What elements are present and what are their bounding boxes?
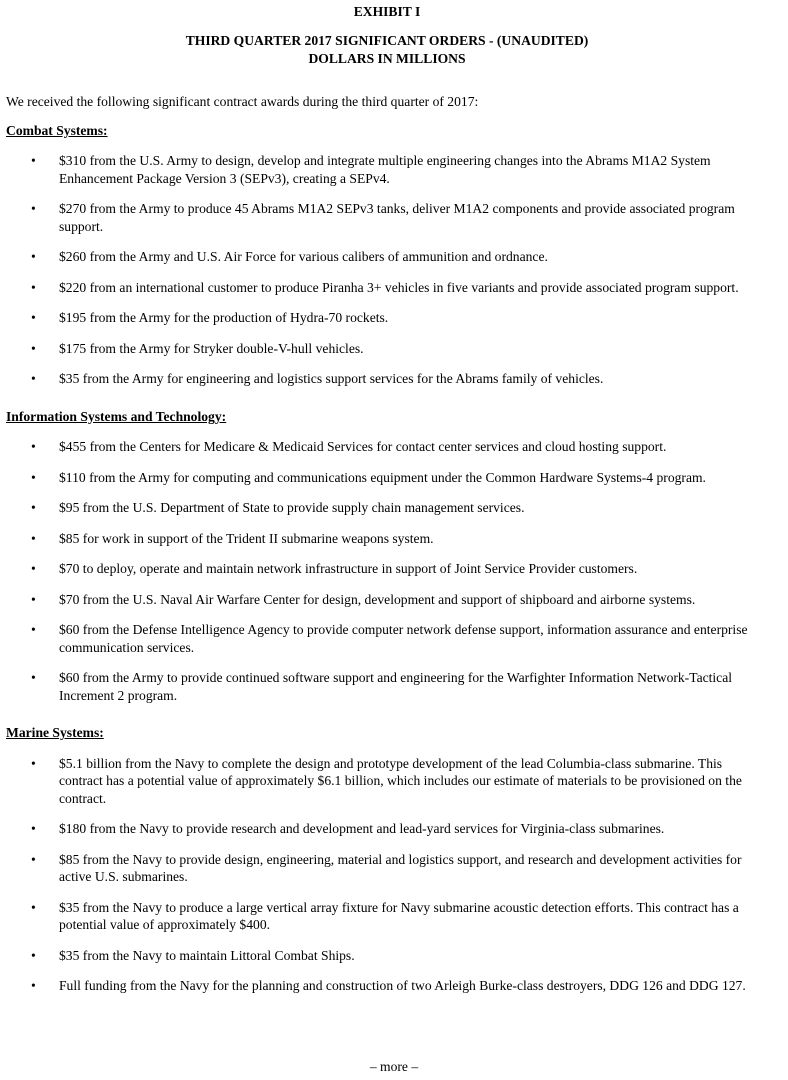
list-item — [6, 248, 768, 266]
section-combat-systems — [6, 122, 768, 388]
list-item — [6, 591, 768, 609]
bullet-icon: • — [31, 201, 36, 216]
bullet-icon: • — [31, 153, 36, 168]
list-item — [6, 200, 768, 235]
list-item-text: $220 from an international customer to produce Piranha 3+ vehicles in five variants and provide associated program support. — [59, 279, 739, 295]
order-list — [6, 755, 768, 995]
section-heading: Marine Systems: — [6, 725, 104, 740]
list-item — [6, 279, 768, 297]
document-subtitle: DOLLARS IN MILLIONS — [308, 50, 466, 66]
bullet-icon: • — [31, 670, 36, 685]
section-marine-systems — [6, 724, 768, 995]
list-item — [6, 370, 768, 388]
list-item — [6, 755, 768, 808]
list-item-text: $60 from the Defense Intelligence Agency to provide computer network defense support, information assurance and enterprise communication services. — [59, 622, 748, 655]
list-item-text: $260 from the Army and U.S. Air Force for various calibers of ammunition and ordnance. — [59, 249, 548, 264]
list-item-text: $270 from the Army to produce 45 Abrams M1A2 SEPv3 tanks, deliver M1A2 components and provide associated program support. — [59, 201, 735, 234]
list-item-text: $85 from the Navy to provide design, engineering, material and logistics support, and research and development activities for active U.S. submarines. — [59, 851, 742, 884]
intro-paragraph: We received the following significant contract awards during the third quarter of 2017: — [6, 94, 479, 109]
list-item-text: $70 from the U.S. Naval Air Warfare Center for design, development and support of shipboard and airborne systems. — [59, 591, 696, 607]
list-item — [6, 309, 768, 327]
bullet-icon: • — [31, 371, 36, 386]
list-item — [6, 560, 768, 578]
bullet-icon: • — [31, 978, 36, 993]
bullet-icon: • — [31, 622, 36, 637]
list-item — [6, 530, 768, 548]
section-heading: Information Systems and Technology: — [6, 408, 227, 424]
bullet-icon: • — [31, 591, 36, 607]
exhibit-label: EXHIBIT I — [353, 4, 421, 19]
bullet-icon: • — [31, 851, 36, 867]
list-item-text: $35 from the Navy to maintain Littoral Combat Ships. — [59, 947, 355, 963]
bullet-icon: • — [31, 821, 36, 836]
bullet-icon: • — [31, 310, 36, 325]
list-item — [6, 947, 768, 965]
bullet-icon: • — [31, 500, 36, 515]
bullet-icon: • — [31, 249, 36, 264]
list-item-text: $310 from the U.S. Army to design, develop and integrate multiple engineering changes into the Abrams M1A2 System Enhancement Package Version 3 (SEPv3), creating a SEPv4. — [59, 153, 711, 186]
page-footer: – more – — [369, 1059, 419, 1074]
list-item-text: $180 from the Navy to provide research and development and lead-yard services for Virginia-class submarines. — [59, 821, 665, 836]
bullet-icon: • — [31, 340, 36, 356]
list-item — [6, 851, 768, 886]
list-item — [6, 977, 768, 995]
order-list — [6, 152, 768, 388]
section-information-systems-and-technology — [6, 408, 768, 705]
list-item-text: $175 from the Army for Stryker double-V-hull vehicles. — [59, 340, 364, 356]
bullet-icon: • — [31, 469, 36, 485]
list-item-text: $455 from the Centers for Medicare & Medicaid Services for contact center services and cloud hosting support. — [59, 439, 667, 454]
bullet-icon: • — [31, 947, 36, 963]
list-item-text: $110 from the Army for computing and communications equipment under the Common Hardware Systems-4 program. — [59, 469, 706, 485]
list-item-text: $35 from the Army for engineering and logistics support services for the Abrams family of vehicles. — [59, 371, 604, 386]
list-item — [6, 469, 768, 487]
bullet-icon: • — [31, 755, 36, 771]
list-item-text: $5.1 billion from the Navy to complete the design and prototype development of the lead Columbia-class submarine. This contract has a potential value of approximately $6.1 billion, which includes our estimate of materials to be provisioned on the contract. — [59, 755, 742, 806]
list-item — [6, 621, 768, 656]
list-item — [6, 669, 768, 704]
list-item-text: $70 to deploy, operate and maintain network infrastructure in support of Joint Service Provider customers. — [59, 561, 638, 576]
list-item-text: Full funding from the Navy for the planning and construction of two Arleigh Burke-class destroyers, DDG 126 and DDG 127. — [59, 978, 746, 993]
order-list — [6, 438, 768, 704]
sections-container — [6, 122, 768, 995]
list-item — [6, 438, 768, 456]
bullet-icon: • — [31, 439, 36, 454]
list-item-text: $195 from the Army for the production of Hydra-70 rockets. — [59, 310, 389, 325]
list-item-text: $60 from the Army to provide continued software support and engineering for the Warfighter Information Network-Tactical Increment 2 program. — [59, 670, 733, 703]
list-item-text: $85 for work in support of the Trident II submarine weapons system. — [59, 530, 434, 546]
bullet-icon: • — [31, 561, 36, 576]
section-heading: Combat Systems: — [6, 122, 108, 138]
list-item — [6, 899, 768, 934]
document-title: THIRD QUARTER 2017 SIGNIFICANT ORDERS - (UNAUDITED) — [185, 33, 589, 48]
list-item — [6, 820, 768, 838]
bullet-icon: • — [31, 279, 36, 295]
list-item-text: $35 from the Navy to produce a large vertical array fixture for Navy submarine acoustic detection efforts. This contract has a potential value of approximately $400. — [59, 899, 739, 932]
list-item — [6, 152, 768, 187]
bullet-icon: • — [31, 899, 36, 915]
list-item-text: $95 from the U.S. Department of State to provide supply chain management services. — [59, 500, 525, 515]
bullet-icon: • — [31, 530, 36, 546]
list-item — [6, 340, 768, 358]
list-item — [6, 499, 768, 517]
